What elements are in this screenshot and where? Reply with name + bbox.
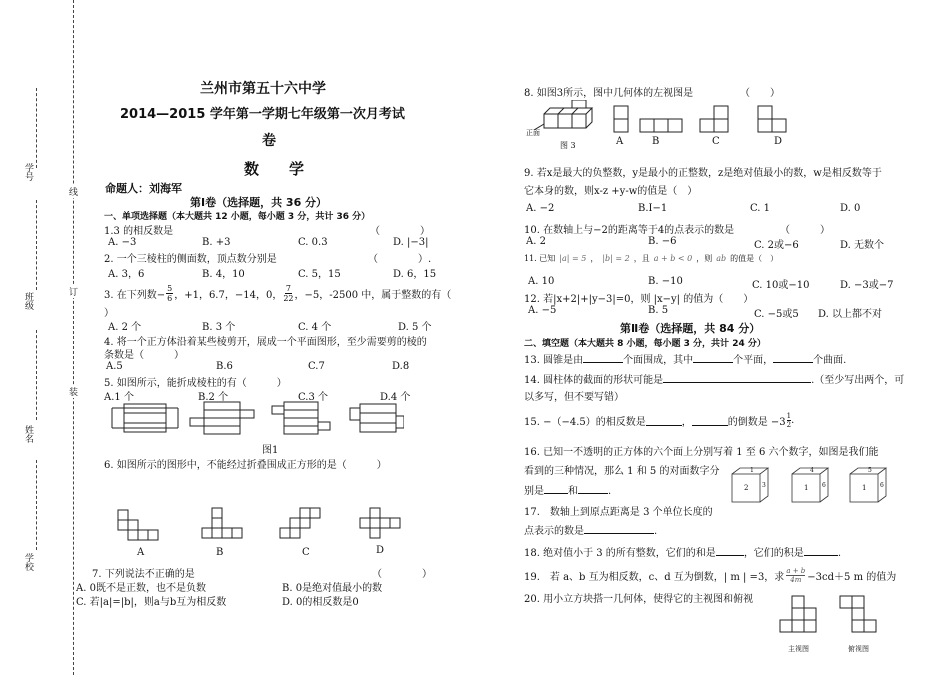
q5-option-d: D.4 个 [380, 392, 411, 403]
q2-option-a: A. 3，6 [108, 269, 145, 280]
q16-cubes-figure [730, 466, 890, 506]
q3-fraction-1: $\frac{5}{6}$ [167, 283, 173, 303]
exam-title-cont: 卷 [262, 133, 276, 149]
margin-blank-line [36, 200, 37, 290]
q1-paren: （ ） [370, 226, 430, 237]
q7-paren: （ ） [372, 569, 432, 580]
margin-label-class: 班级 [23, 292, 33, 310]
q3-option-d: D. 5 个 [398, 322, 432, 333]
q14-stem-cont: 以多写，但不要写错） [524, 392, 624, 403]
q19-fraction: a + b 4m [786, 566, 806, 584]
q8-options-figure [608, 104, 798, 134]
cube-2-top: 4 [810, 467, 814, 474]
q1-option-b: B. +3 [202, 237, 231, 248]
q17-stem: 17. 数轴上到原点距离是 3 个单位长度的 [524, 507, 713, 518]
q1-stem: 1.3 的相反数是 [104, 226, 174, 237]
q9-option-b: B.Ⅰ−1 [638, 203, 668, 214]
q9-option-a: A. −2 [526, 203, 555, 214]
margin-label-name: 姓名 [23, 425, 33, 443]
part1-title: 第Ⅰ卷（选择题，共 36 分） [190, 196, 328, 209]
q5-figure-caption: 图1 [262, 445, 279, 456]
q16-answer-line: 别是 和 . [524, 486, 612, 497]
q9-option-c: C. 1 [750, 203, 771, 214]
cube-1-top: 1 [750, 467, 754, 474]
margin-blank-line [36, 460, 37, 550]
q5-option-b: B.2 个 [198, 392, 229, 403]
q5-option-c: C.3 个 [298, 392, 329, 403]
q18-blank-2[interactable] [804, 546, 838, 556]
q3-option-a: A. 2 个 [108, 322, 142, 333]
q18-stem: 18. 绝对值小于 3 的所有整数，它们的和是 ，它们的积是 . [524, 548, 841, 559]
cube-2-side: 6 [822, 482, 826, 489]
q15-stem: 15. −（−4.5）的相反数是 ， 的倒数是 −3 1 2 . [524, 412, 795, 429]
q13-blank-1[interactable] [583, 353, 623, 363]
q4-stem: 4. 将一个正方体沿着某些棱剪开，展成一个平面图形，至少需要剪的棱的 [104, 337, 427, 348]
q1-option-a: A. −3 [108, 237, 137, 248]
q12-option-c: C. −5或5 [754, 309, 799, 320]
cube-3-top: 5 [868, 467, 872, 474]
q5-prism-nets-figure [104, 398, 404, 438]
q2-paren: （ ）. [368, 254, 432, 265]
margin-label-school: 学校 [23, 553, 33, 571]
q10-stem: 10. 在数轴上与−2的距离等于4的点表示的数是 [524, 225, 735, 236]
cube-2-front: 1 [804, 484, 809, 492]
q8-figure-caption: 图 3 [560, 141, 576, 150]
q8-label-b: B [652, 136, 660, 147]
q3-stem: 3. 在下列数− $\frac{5}{6}$ ，+1，6.7，−14，0， 7 22 ，−5，-2500 中，属于整数的有（ [104, 283, 452, 303]
q12-option-d: D. 以上都不对 [818, 309, 883, 320]
q4-option-c: C.7 [308, 361, 325, 372]
exam-title: 2014—2015 学年第一学期七年级第一次月考试 [120, 107, 405, 122]
author-line: 命题人：刘海军 [105, 182, 182, 195]
q8-paren: （ ） [740, 88, 780, 99]
q13-stem: 13. 圆锥是由 个面围成，其中 个平面， 个曲面. [524, 355, 847, 366]
q4-option-d: D.8 [392, 361, 410, 372]
cube-3-front: 1 [862, 484, 867, 492]
q7-option-d: D. 0的相反数是0 [282, 597, 359, 608]
q8-front-label: 正面 [526, 129, 540, 137]
q6-label-c: C [302, 547, 310, 558]
q3-fraction-2: 7 22 [283, 283, 294, 303]
q2-option-b: B. 4，10 [202, 269, 245, 280]
q8-label-d: D [774, 136, 783, 147]
q2-option-d: D. 6，15 [393, 269, 437, 280]
q6-label-a: A [137, 547, 145, 558]
q16-blank-2[interactable] [578, 484, 608, 494]
q20-stem: 20. 用小立方块搭一几何体，使得它的主视图和俯视 [524, 594, 754, 605]
q4-stem-cont: 条数是（ ） [104, 350, 184, 361]
q14-stem: 14. 圆柱体的截面的形状可能是 .（至少写出两个，可 [524, 375, 905, 386]
cube-3-side: 6 [880, 482, 884, 489]
q7-option-a: A. 0既不是正数，也不是负数 [76, 583, 206, 594]
q7-option-b: B. 0是绝对值最小的数 [282, 583, 383, 594]
q1-option-c: C. 0.3 [298, 237, 328, 248]
q8-solid-figure [530, 100, 610, 136]
q2-stem: 2. 一个三棱柱的侧面数，顶点数分别是 [104, 254, 277, 265]
seal-mark-bind: 订 [67, 287, 77, 296]
q14-blank[interactable] [663, 373, 811, 383]
q19-stem: 19. 若 a、b 互为相反数，c、d 互为倒数，| m | =3，求 a + b 4m −3cd＋5 m 的值为 [524, 566, 897, 584]
q11-option-d: D. −3或−7 [840, 280, 894, 291]
q9-option-d: D. 0 [840, 203, 861, 214]
q10-option-d: D. 无数个 [840, 240, 885, 251]
school-name: 兰州市第五十六中学 [200, 81, 326, 97]
q9-stem-cont: 它本身的数，则x-z +y-w的值是（ ） [524, 186, 698, 197]
q11-option-c: C. 10或−10 [752, 280, 810, 291]
q17-blank[interactable] [584, 524, 654, 534]
seal-mark-pack: 装 [67, 387, 77, 396]
q11-option-b: B. −10 [648, 276, 683, 287]
q10-option-a: A. 2 [526, 236, 546, 247]
q13-blank-2[interactable] [693, 353, 733, 363]
q6-label-d: D [376, 545, 385, 556]
part1-section: 一、单项选择题（本大题共 12 小题，每小题 3 分，共计 36 分） [104, 212, 371, 222]
cube-1-side: 3 [762, 482, 766, 489]
q6-nets-figure [112, 506, 412, 548]
q10-paren: （ ） [780, 225, 830, 236]
q16-stem-cont: 看到的三种情况，那么 1 和 5 的对面数字分 [524, 466, 720, 477]
q3-option-c: C. 4 个 [298, 322, 332, 333]
margin-blank-line [36, 330, 37, 420]
q13-blank-3[interactable] [773, 353, 813, 363]
seal-mark-line: 线 [67, 187, 77, 196]
q15-fraction: 1 2 [786, 412, 792, 429]
q7-stem: 7. 下列说法不正确的是 [92, 569, 195, 580]
part2-title: 第Ⅱ卷（选择题，共 84 分） [620, 322, 761, 335]
q12-option-b: B. 5 [648, 305, 669, 316]
q1-option-d: D. |−3| [393, 237, 429, 248]
q20-front-view-label: 主视图 [788, 645, 809, 653]
q11-stem: 11. 已知 |a| = 5 ， |b| = 2 ，且 a + b < 0 ，则 ab 的值是（ ） [524, 254, 779, 263]
q16-blank-1[interactable] [544, 484, 568, 494]
q8-label-c: C [712, 136, 720, 147]
q8-label-a: A [616, 136, 624, 147]
q18-blank-1[interactable] [716, 546, 744, 556]
q20-top-view-label: 俯视图 [848, 645, 869, 653]
q20-views-figure [776, 594, 886, 642]
q3-paren-close: ） [104, 308, 114, 319]
part2-section: 二、填空题（本大题共 8 小题，每小题 3 分，共计 24 分） [524, 339, 766, 349]
q11-option-a: A. 10 [528, 276, 555, 287]
q10-option-b: B. −6 [648, 236, 677, 247]
q12-option-a: A. −5 [528, 305, 557, 316]
subject-title: 数 学 [244, 160, 305, 178]
q15-blank-2[interactable] [692, 416, 728, 426]
q15-blank-1[interactable] [646, 416, 682, 426]
q2-option-c: C. 5，15 [298, 269, 341, 280]
q17-stem-cont: 点表示的数是 . [524, 526, 658, 537]
margin-blank-line [36, 88, 37, 168]
q16-stem: 16. 已知一不透明的正方体的六个面上分别写着 1 至 6 六个数字，如图是我们能 [524, 447, 879, 458]
q9-stem: 9. 若x是最大的负整数，y是最小的正整数，z是绝对值最小的数，w是相反数等于 [524, 168, 882, 179]
q6-stem: 6. 如图所示的图形中，不能经过折叠围成正方形的是（ ） [104, 460, 387, 471]
q7-option-c: C. 若|a|=|b|，则a与b互为相反数 [76, 597, 227, 608]
q5-stem: 5. 如图所示，能折成棱柱的有（ ） [104, 378, 287, 389]
cube-1-front: 2 [744, 484, 749, 492]
q3-option-b: B. 3 个 [202, 322, 236, 333]
q6-label-b: B [216, 547, 224, 558]
q12-stem: 12. 若|x+2|+|y−3|=0，则 |x−y| 的值为（ ） [524, 294, 754, 305]
q8-stem: 8. 如图3所示，图中几何体的左视图是 [524, 88, 694, 99]
margin-label-student-id: 学号 [23, 163, 33, 181]
seal-line [73, 0, 74, 675]
q4-option-b: B.6 [216, 361, 233, 372]
q10-option-c: C. 2或−6 [754, 240, 799, 251]
q5-option-a: A.1 个 [104, 392, 134, 403]
q4-option-a: A.5 [106, 361, 123, 372]
